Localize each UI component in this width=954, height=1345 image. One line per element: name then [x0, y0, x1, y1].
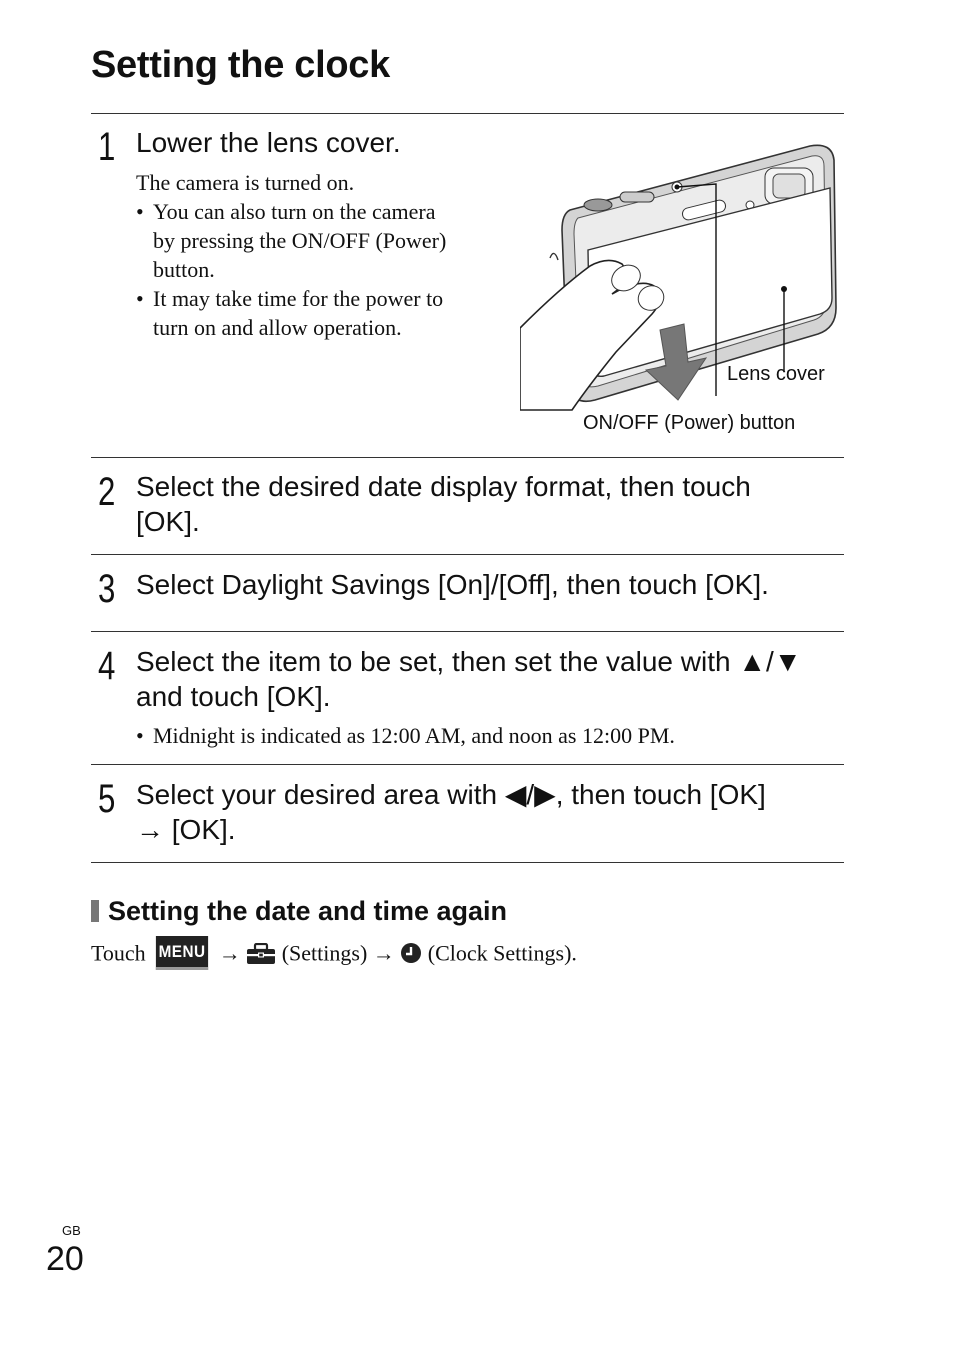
divider [91, 764, 844, 765]
step-4-number: 4 [98, 644, 116, 688]
divider [91, 457, 844, 458]
divider [91, 113, 844, 114]
step-2-number: 2 [98, 470, 116, 514]
step-4-bullet: • Midnight is indicated as 12:00 AM, and noon as 12:00 PM. [136, 723, 675, 748]
power-button-label: ON/OFF (Power) button [583, 412, 796, 434]
step-3-heading [136, 567, 846, 602]
step-1-number: 1 [98, 125, 116, 169]
heading-line: Select Daylight Savings [On]/[Off], then touch [OK]. [136, 569, 769, 600]
subsection-title [91, 896, 507, 927]
heading-line: Select the desired date display format, then touch [136, 471, 751, 502]
camera-illustration [520, 138, 850, 438]
clock-icon [400, 941, 428, 966]
divider [91, 631, 844, 632]
divider [91, 862, 844, 863]
toolbox-icon [246, 941, 282, 966]
heading-line: Select your desired area with ◀/▶, then touch [OK] [136, 779, 766, 810]
step-1-bullet-1: • You can also turn on the camera by pressing the ON/OFF (Power) button. [136, 199, 447, 282]
step-1-bullet-2: • It may take time for the power to turn on and allow operation. [136, 286, 444, 340]
bullet-line: It may take time for the power to [153, 286, 444, 311]
subsection-title-text: Setting the date and time again [108, 896, 508, 926]
bullet-line: Midnight is indicated as 12:00 AM, and noon as 12:00 PM. [153, 723, 675, 748]
page-number: 20 [46, 1240, 84, 1278]
touch-text: Touch [91, 940, 146, 966]
step-5-number: 5 [98, 777, 116, 821]
settings-path [91, 936, 577, 970]
bullet-line: by pressing the ON/OFF (Power) [153, 228, 447, 253]
menu-icon: MENU [156, 936, 208, 970]
heading-line: [OK]. [136, 506, 200, 537]
region-tag: GB [62, 1223, 81, 1238]
step-5-heading [136, 777, 836, 847]
divider [91, 554, 844, 555]
bullet-line: button. [153, 257, 215, 282]
clock-settings-label: (Clock Settings). [427, 940, 577, 966]
step-3-number: 3 [98, 567, 116, 611]
step-2-heading [136, 469, 836, 539]
bullet-line: turn on and allow operation. [153, 315, 402, 340]
camera-drawing [520, 138, 850, 438]
step-1-note: The camera is turned on. [136, 170, 355, 195]
heading-line: → [OK]. [136, 814, 236, 845]
step-1-heading: Lower the lens cover. [136, 127, 401, 158]
page-title: Setting the clock [91, 44, 390, 86]
bullet-line: You can also turn on the camera [153, 199, 436, 224]
lens-cover-label: Lens cover [727, 363, 825, 385]
heading-line: Select the item to be set, then set the value with ▲/▼ [136, 646, 802, 677]
arrow-icon: → [372, 940, 395, 966]
arrow-icon: → [218, 940, 241, 966]
heading-line: and touch [OK]. [136, 681, 331, 712]
step-4-heading [136, 644, 836, 714]
settings-label: (Settings) [281, 940, 368, 966]
section-marker [91, 900, 99, 922]
